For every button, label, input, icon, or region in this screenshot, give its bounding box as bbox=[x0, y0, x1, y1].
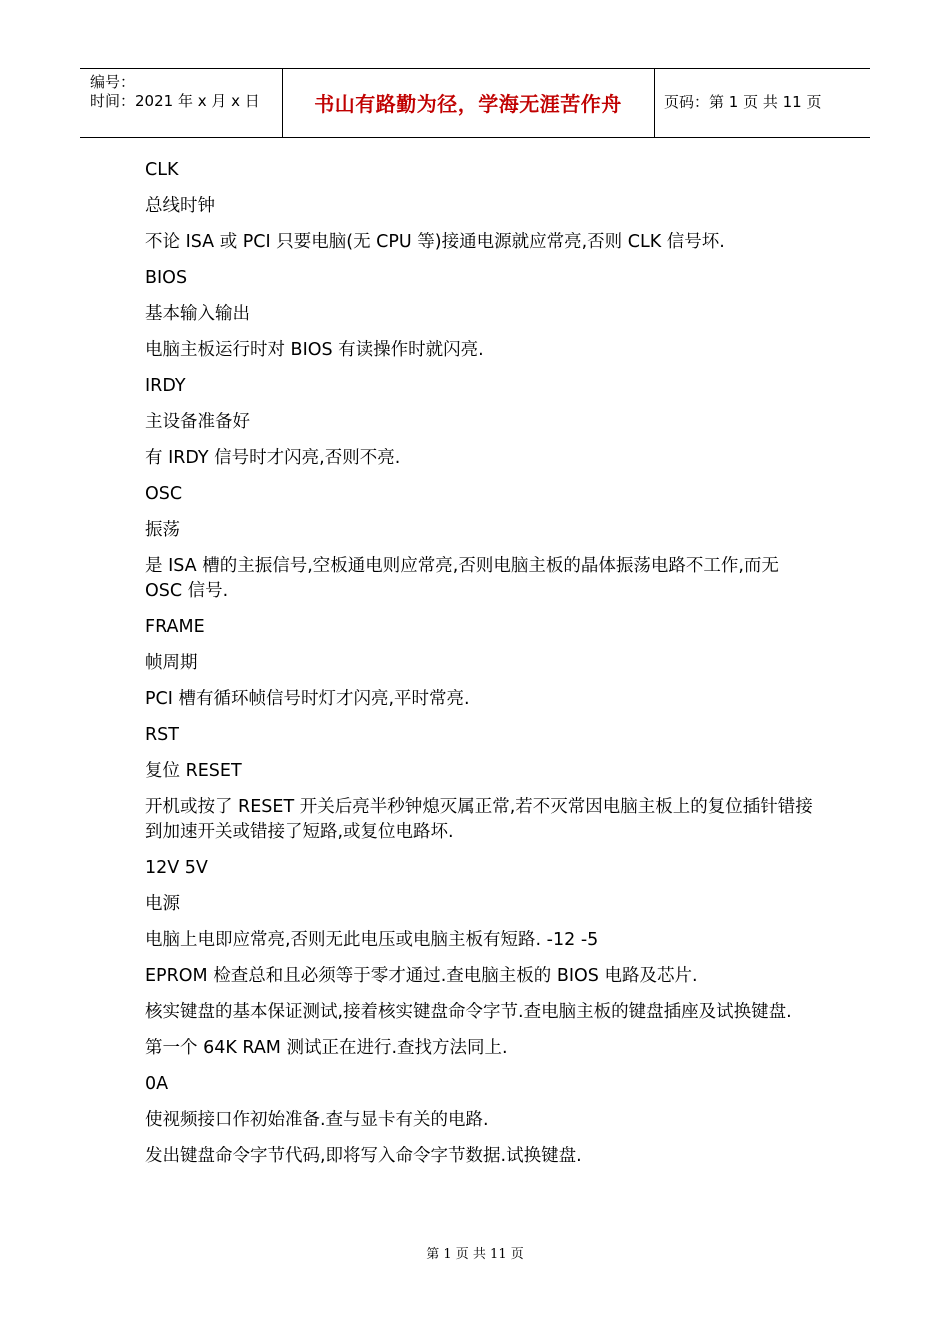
paragraph: 基本输入输出 bbox=[145, 304, 250, 324]
paragraph: 开机或按了 RESET 开关后亮半秒钟熄灭属正常,若不灭常因电脑主板上的复位插针错接到加速开关或错接了短路,或复位电路坏. bbox=[145, 797, 813, 842]
paragraph: 电源 bbox=[145, 894, 180, 914]
paragraph: 0A bbox=[145, 1074, 169, 1094]
paragraph: 是 ISA 槽的主振信号,空板通电则应常亮,否则电脑主板的晶体振荡电路不工作,而无 OSC 信号. bbox=[145, 556, 779, 601]
paragraph: 电脑上电即应常亮,否则无此电压或电脑主板有短路. -12 -5 bbox=[145, 930, 599, 950]
header-page-code: 页码：第 1 页 共 11 页 bbox=[664, 93, 822, 111]
header-motto-cell bbox=[282, 69, 655, 137]
header-info-cell bbox=[80, 69, 283, 137]
paragraph: 发出键盘命令字节代码,即将写入命令字节数据.试换键盘. bbox=[145, 1146, 582, 1166]
page-footer: 第 1 页 共 11 页 bbox=[426, 1247, 524, 1262]
paragraph: 第一个 64K RAM 测试正在进行.查找方法同上. bbox=[145, 1038, 508, 1058]
paragraph: 复位 RESET bbox=[145, 761, 242, 781]
paragraph: 不论 ISA 或 PCI 只要电脑(无 CPU 等)接通电源就应常亮,否则 CLK 信号坏. bbox=[145, 232, 725, 252]
paragraph: PCI 槽有循环帧信号时灯才闪亮,平时常亮. bbox=[145, 689, 470, 709]
paragraph: 有 IRDY 信号时才闪亮,否则不亮. bbox=[145, 448, 401, 468]
paragraph: 帧周期 bbox=[145, 653, 198, 673]
paragraph: CLK bbox=[145, 160, 179, 180]
paragraph: 12V 5V bbox=[145, 858, 208, 878]
document-body bbox=[145, 158, 815, 1180]
paragraph: IRDY bbox=[145, 376, 186, 396]
paragraph: BIOS bbox=[145, 268, 188, 288]
paragraph: OSC bbox=[145, 484, 183, 504]
page-header bbox=[80, 68, 870, 138]
paragraph: 电脑主板运行时对 BIOS 有读操作时就闪亮. bbox=[145, 340, 484, 360]
document-date-label: 时间：2021 年 x 月 x 日 bbox=[90, 92, 260, 110]
paragraph: 总线时钟 bbox=[145, 196, 215, 216]
document-number-label: 编号： bbox=[90, 73, 136, 91]
paragraph: EPROM 检查总和且必须等于零才通过.查电脑主板的 BIOS 电路及芯片. bbox=[145, 966, 698, 986]
header-motto: 书山有路勤为径，学海无涯苦作舟 bbox=[314, 92, 622, 116]
paragraph: 核实键盘的基本保证测试,接着核实键盘命令字节.查电脑主板的键盘插座及试换键盘. bbox=[145, 1002, 792, 1022]
paragraph: 主设备准备好 bbox=[145, 412, 250, 432]
paragraph: FRAME bbox=[145, 617, 205, 637]
header-page-cell bbox=[654, 69, 870, 137]
paragraph: 振荡 bbox=[145, 520, 180, 540]
paragraph: RST bbox=[145, 725, 179, 745]
paragraph: 使视频接口作初始准备.查与显卡有关的电路. bbox=[145, 1110, 489, 1130]
